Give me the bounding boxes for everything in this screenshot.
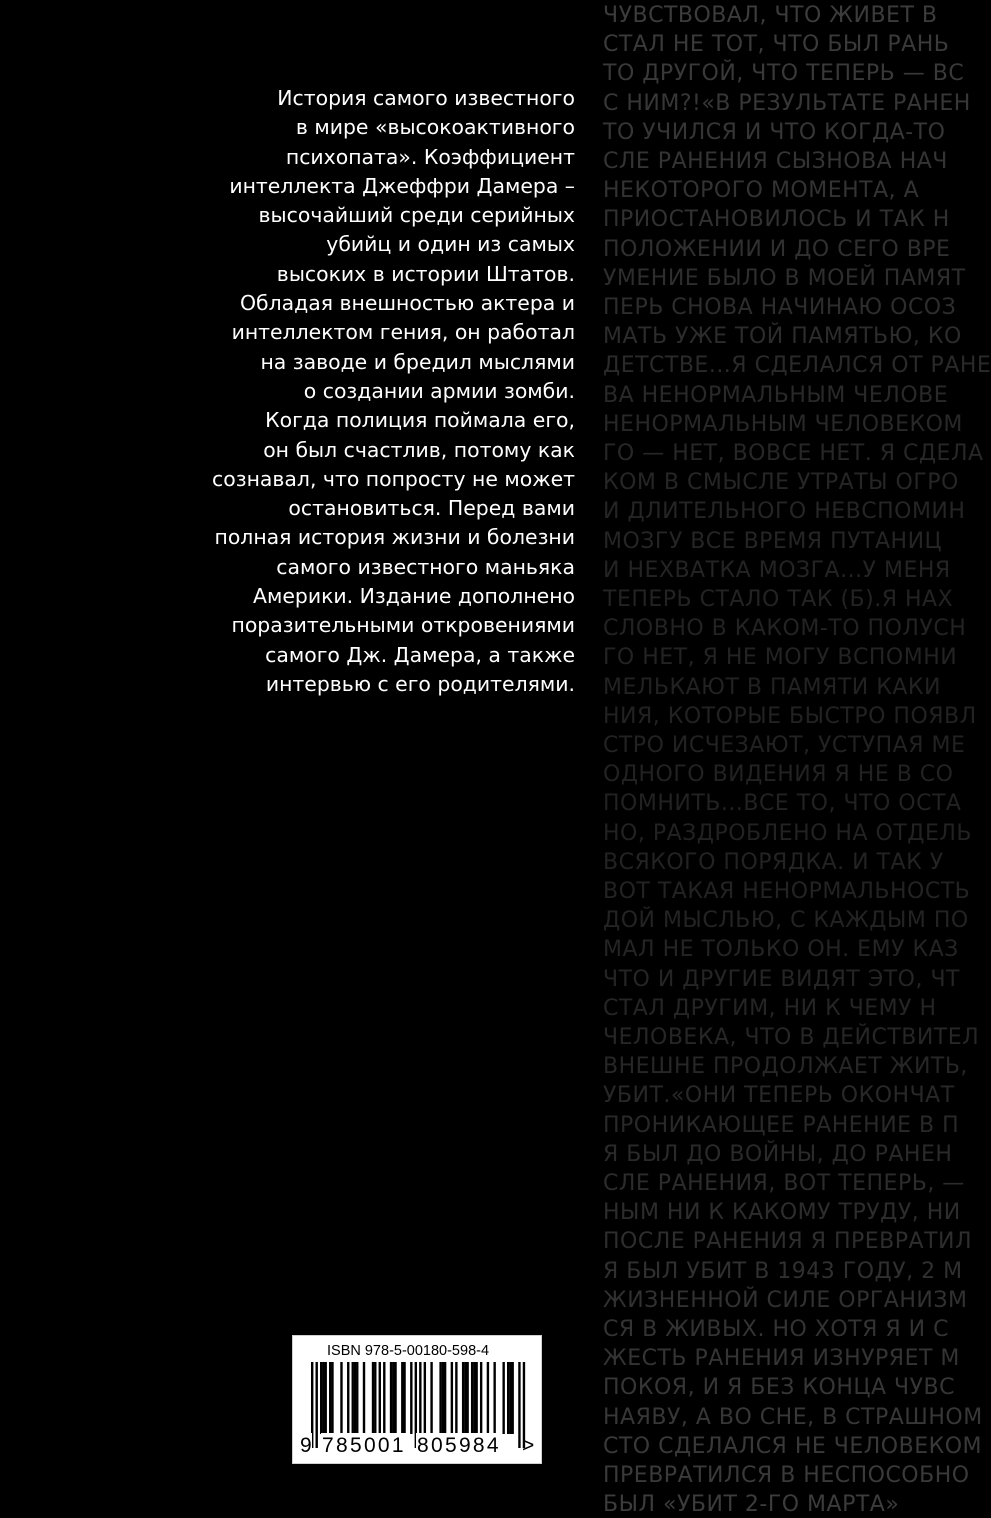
background-text-line: БЫЛ «УБИТ 2-ГО МАРТА» — [603, 1492, 900, 1518]
background-text-line: СТО СДЕЛАЛСЯ НЕ ЧЕЛОВЕКОМ — [603, 1433, 983, 1459]
blurb-line: История самого известного — [277, 86, 575, 110]
barcode-digits-right: 805984 — [417, 1434, 501, 1457]
background-text-line: ПОМНИТЬ...ВСЕ ТО, ЧТО ОСТА — [603, 791, 962, 817]
barcode-bar — [424, 1362, 426, 1434]
background-text-line: ВА НЕНОРМАЛЬНЫМ ЧЕЛОВЕ — [603, 382, 949, 408]
background-text-line: ПРОНИКАЮЩЕЕ РАНЕНИЕ В П — [603, 1112, 960, 1138]
barcode-bar — [511, 1362, 513, 1434]
background-text-line: ДЕТСТВЕ...Я СДЕЛАЛСЯ ОТ РАНЕ — [603, 353, 991, 379]
blurb-line: о создании армии зомби. — [303, 378, 575, 403]
barcode-bar — [401, 1362, 403, 1434]
barcode-bar — [410, 1362, 412, 1434]
background-text-line: ТО УЧИЛСЯ И ЧТО КОГДА-ТО — [603, 119, 946, 145]
background-text-line: КОМ В СМЫСЛЕ УТРАТЫ ОГРО — [603, 470, 959, 496]
barcode-bar — [473, 1362, 475, 1434]
barcode-quiet-zone-arrow: > — [522, 1434, 535, 1457]
background-text-line: СЛЕ РАНЕНИЯ, ВОТ ТЕПЕРЬ, — — [603, 1171, 965, 1196]
blurb-line: высочайший среди серийных — [258, 203, 575, 228]
blurb-line: Обладая внешностью актера и — [239, 291, 575, 316]
isbn-label: ISBN 978-5-00180-598-4 — [327, 1343, 490, 1359]
background-text-line: СТАЛ ДРУГИМ, НИ К ЧЕМУ Н — [603, 995, 937, 1021]
blurb-line: интеллектом гения, он работал — [231, 320, 575, 345]
barcode-bar — [480, 1362, 482, 1434]
background-text-line: Я БЫЛ УБИТ В 1943 ГОДУ, 2 М — [603, 1258, 963, 1284]
background-text-line: ДОЙ МЫСЛЬЮ, С КАЖДЫМ ПО — [603, 908, 969, 934]
blurb-line: в мире «высокоактивного — [295, 115, 575, 140]
background-text-line: НЕКОТОРОГО МОМЕНТА, А — [603, 178, 920, 204]
background-text-line: СЛОВНО В КАКОМ-ТО ПОЛУСН — [603, 616, 967, 642]
barcode-bar — [352, 1362, 354, 1434]
barcode-bar — [374, 1362, 376, 1434]
barcode-bar — [372, 1362, 374, 1434]
background-text-line: ЧТО И ДРУГИЕ ВИДЯТ ЭТО, ЧТ — [603, 966, 960, 992]
barcode-bar — [455, 1362, 457, 1434]
background-text-line: МАТЬ УЖЕ ТОЙ ПАМЯТЬЮ, КО — [603, 324, 962, 350]
background-text-line: ТЕПЕРЬ СТАЛО ТАК (Б).Я НАХ — [603, 587, 954, 612]
background-text-line: НО, РАЗДРОБЛЕНО НА ОТДЕЛЬ — [603, 820, 972, 846]
background-text-line: ВСЯКОГО ПОРЯДКА. И ТАК У — [603, 849, 944, 875]
background-text-line: ТО ДРУГОЙ, ЧТО ТЕПЕРЬ — ВС — [603, 61, 965, 87]
barcode-bar — [403, 1362, 405, 1434]
background-text-line: ПОСЛЕ РАНЕНИЯ Я ПРЕВРАТИЛ — [603, 1229, 973, 1255]
background-text-line: ГО — НЕТ, ВОВСЕ НЕТ. Я СДЕЛА — [603, 441, 984, 466]
background-text-line: СЛЕ РАНЕНИЯ СЫЗНОВА НАЧ — [603, 149, 948, 174]
background-text-line: ЧЕЛОВЕКА, ЧТО В ДЕЙСТВИТЕЛ — [603, 1025, 980, 1050]
blurb-line: интеллекта Джеффри Дамера – — [229, 173, 575, 198]
barcode-bar — [507, 1362, 509, 1434]
isbn-barcode-box — [292, 1335, 542, 1464]
background-text-line: ПОКОЯ, И Я БЕЗ КОНЦА ЧУВС — [603, 1375, 955, 1401]
background-text-line: МАЛ НЕ ТОЛЬКО ОН. ЕМУ КАЗ — [603, 937, 959, 963]
background-text-line: ЧУВСТВОВАЛ, ЧТО ЖИВЕТ В — [603, 3, 938, 28]
background-text-line: СЯ В ЖИВЫХ. НО ХОТЯ Я И С — [603, 1317, 949, 1342]
background-text-line: С НИМ?!«В РЕЗУЛЬТАТЕ РАНЕН — [603, 90, 971, 116]
background-text-line: ВОТ ТАКАЯ НЕНОРМАЛЬНОСТЬ — [603, 879, 971, 904]
blurb-line: на заводе и бредил мыслями — [260, 349, 575, 374]
barcode-bar — [392, 1362, 394, 1434]
barcode-bar — [325, 1362, 327, 1434]
barcode-bar — [340, 1362, 342, 1434]
barcode-bar — [379, 1362, 381, 1434]
background-text-line: ЖЕСТЬ РАНЕНИЯ ИЗНУРЯЕТ М — [603, 1346, 960, 1372]
background-text-line: И ДЛИТЕЛЬНОГО НЕВСПОМИН — [603, 499, 966, 525]
barcode-bar — [356, 1362, 358, 1434]
background-text-line: СТАЛ НЕ ТОТ, ЧТО БЫЛ РАНЬ — [603, 32, 950, 58]
blurb-line: Америки. Издание дополнено — [253, 584, 575, 609]
barcode-bar — [475, 1362, 477, 1434]
background-text-line: НИЯ, КОТОРЫЕ БЫСТРО ПОЯВЛ — [603, 703, 977, 729]
blurb-line: сознавал, что попросту не может — [212, 466, 575, 491]
background-text-line: ПРЕВРАТИЛСЯ В НЕСПОСОБНО — [603, 1463, 970, 1488]
background-text-column — [603, 0, 991, 1518]
blurb-line: интервью с его родителями. — [265, 671, 575, 696]
barcode-bar — [329, 1362, 331, 1434]
blurb-line: поразительными откровениями — [231, 613, 575, 638]
barcode-bar — [444, 1362, 446, 1434]
background-text-line: НАЯВУ, А ВО СНЕ, В СТРАШНОМ — [603, 1404, 983, 1430]
barcode-bar — [462, 1362, 464, 1434]
background-text-line: НЕНОРМАЛЬНЫМ ЧЕЛОВЕКОМ — [603, 411, 963, 437]
barcode-bar — [439, 1362, 441, 1434]
background-text-line: ОДНОГО ВИДЕНИЯ Я НЕ В СО — [603, 762, 954, 788]
blurb-line: самого Дж. Дамера, а также — [265, 642, 575, 667]
barcode-bar — [354, 1362, 356, 1434]
barcode-bar — [493, 1362, 495, 1434]
background-text-line: Я БЫЛ ДО ВОЙНЫ, ДО РАНЕН — [603, 1141, 953, 1167]
barcode-bar — [322, 1362, 324, 1434]
background-text-line: СТРО ИСЧЕЗАЮТ, УСТУПАЯ МЕ — [603, 733, 966, 758]
barcode-bar — [430, 1362, 432, 1434]
background-text-line: УМЕНИЕ БЫЛО В МОЕЙ ПАМЯТ — [603, 265, 966, 291]
barcode-digit-lead: 9 — [300, 1434, 312, 1457]
barcode-bar — [509, 1362, 511, 1434]
barcode-bar — [471, 1362, 473, 1434]
barcode-bar — [363, 1362, 365, 1434]
background-text-line: ПЕРЬ СНОВА НАЧИНАЮ ОСОЗ — [603, 295, 957, 320]
barcode-bar — [464, 1362, 466, 1434]
background-text-line: ЖИЗНЕННОЙ СИЛЕ ОРГАНИЗМ — [603, 1287, 968, 1313]
background-text-line: ПРИОСТАНОВИЛОСЬ И ТАК Н — [603, 207, 950, 233]
background-text-line: НЫМ НИ К КАКОМУ ТРУДУ, НИ — [603, 1200, 961, 1226]
barcode-bar — [390, 1362, 392, 1434]
blurb-line: полная история жизни и болезни — [214, 525, 575, 550]
barcode-bar — [320, 1362, 322, 1434]
barcode-bar — [487, 1362, 489, 1434]
background-text-line: И НЕХВАТКА МОЗГА...У МЕНЯ — [603, 557, 951, 583]
background-text-line: УБИТ.«ОНИ ТЕПЕРЬ ОКОНЧАТ — [603, 1083, 955, 1109]
background-text-line: МЕЛЬКАЮТ В ПАМЯТИ КАКИ — [603, 674, 941, 700]
blurb-line: он был счастлив, потому как — [263, 437, 575, 462]
barcode-bar — [451, 1362, 453, 1434]
barcode-bar — [394, 1362, 396, 1434]
blurb-line: убийц и один из самых — [326, 232, 575, 257]
barcode-bar — [383, 1362, 385, 1434]
barcode-bar — [466, 1362, 468, 1434]
blurb-line: психопата». Коэффициент — [285, 144, 575, 169]
barcode-digits — [293, 1433, 543, 1463]
background-text-line: ПОЛОЖЕНИИ И ДО СЕГО ВРЕ — [603, 236, 951, 262]
barcode-bar — [331, 1362, 333, 1434]
background-text-line: МОЗГУ ВСЕ ВРЕМЯ ПУТАНИЦ — [603, 528, 943, 554]
barcode-bar — [347, 1362, 349, 1434]
blurb-line: Когда полиция поймала его, — [265, 408, 575, 433]
barcode-digits-left: 785001 — [322, 1434, 406, 1457]
blurb-line: остановиться. Перед вами — [288, 496, 575, 521]
background-text-line: ВНЕШНЕ ПРОДОЛЖАЕТ ЖИТЬ, — [603, 1054, 968, 1080]
barcode-bar — [502, 1362, 504, 1434]
blurb-text — [170, 84, 575, 699]
background-text-line: ГО НЕТ, Я НЕ МОГУ ВСПОМНИ — [603, 645, 958, 671]
barcode-bar — [442, 1362, 444, 1434]
blurb-line: высоких в истории Штатов. — [276, 261, 575, 286]
blurb-line: самого известного маньяка — [276, 554, 575, 579]
